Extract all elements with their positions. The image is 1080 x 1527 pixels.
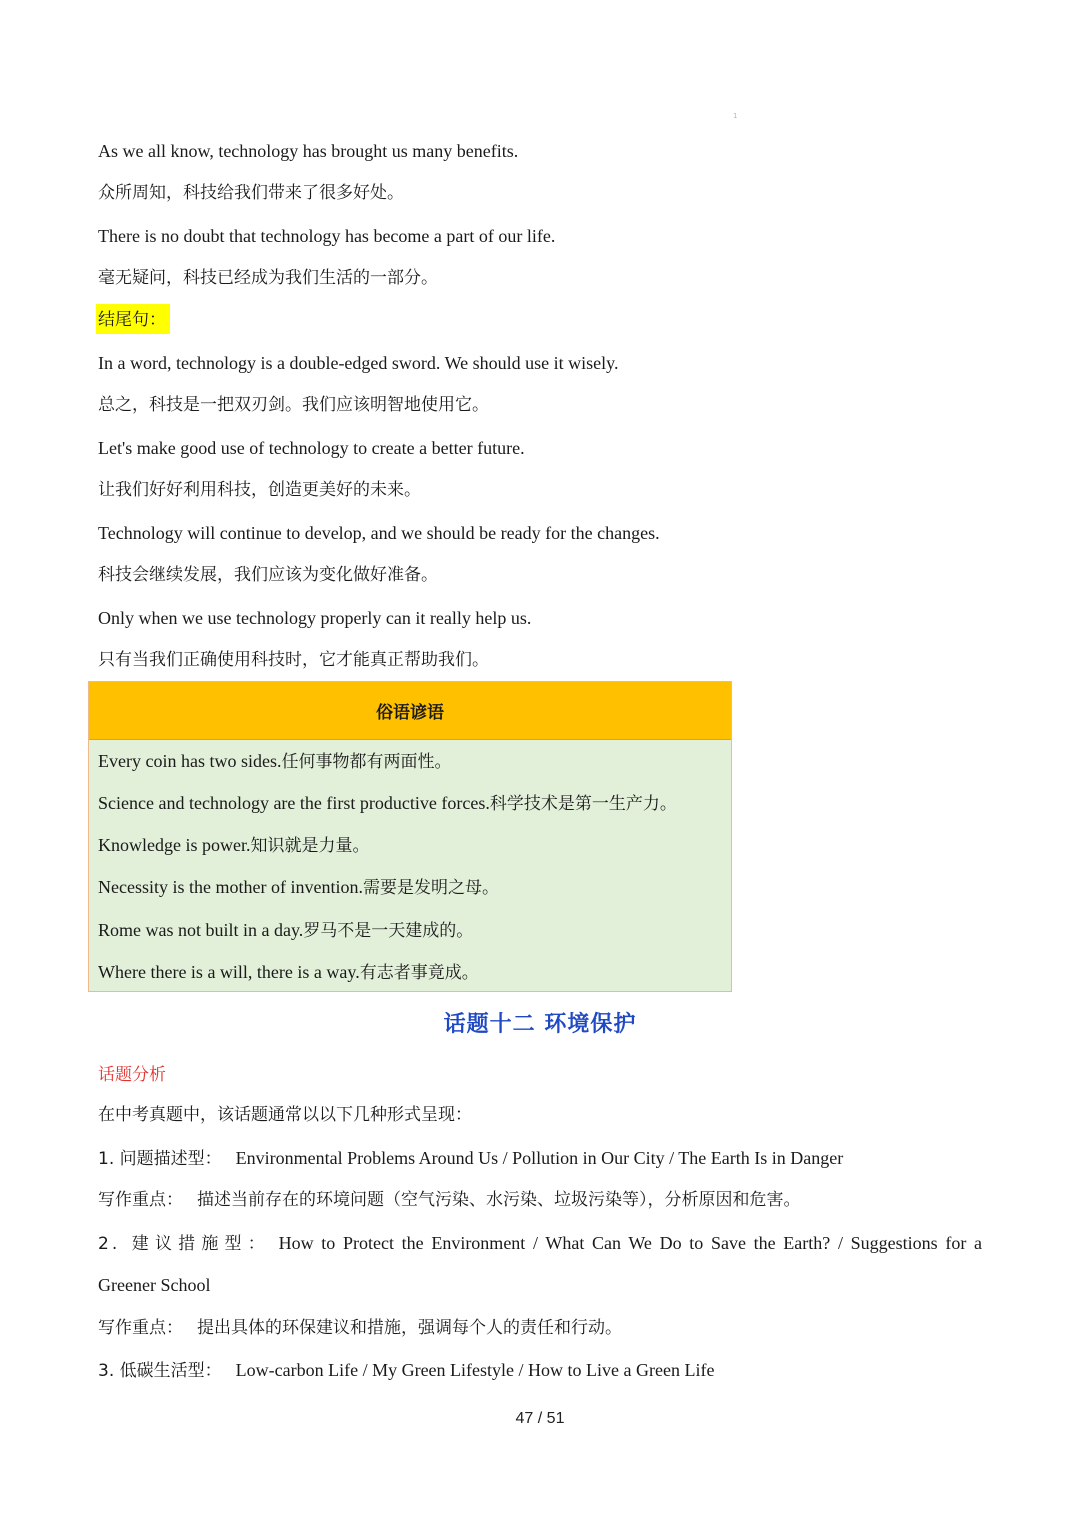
highlight-label: 结尾句：	[96, 304, 170, 334]
text-line: In a word, technology is a double-edged sword. We should use it wisely.	[98, 353, 619, 373]
type-line-cont: Greener School	[98, 1275, 211, 1295]
focus-line	[98, 1188, 801, 1212]
proverb-table	[88, 681, 732, 992]
text-line: 科技会继续发展，我们应该为变化做好准备。	[98, 565, 438, 585]
text-line: Technology will continue to develop, and we should be ready for the changes.	[98, 523, 660, 543]
proverb-row	[98, 791, 677, 816]
proverb-zh: 科学技术是第一生产力。	[489, 794, 677, 814]
section-label: 话题分析	[98, 1065, 166, 1085]
focus-text: 提出具体的环保建议和措施，强调每个人的责任和行动。	[197, 1318, 622, 1338]
text-line: 让我们好好利用科技，创造更美好的未来。	[98, 480, 421, 500]
text-line: There is no doubt that technology has become a part of our life.	[98, 226, 556, 246]
type-titles: Low-carbon Life / My Green Lifestyle / How to Live a Green Life	[235, 1360, 715, 1380]
proverb-zh: 需要是发明之母。	[362, 878, 499, 898]
proverb-en: Science and technology are the first productive forces.	[98, 793, 490, 813]
proverb-row	[98, 833, 369, 858]
focus-line	[98, 1316, 622, 1340]
header-mark: 1	[733, 112, 738, 120]
type-label: 2. 建议措施型：	[98, 1234, 271, 1254]
text-line: 毫无疑问，科技已经成为我们生活的一部分。	[98, 268, 438, 288]
proverb-row	[98, 749, 451, 774]
proverb-zh: 有志者事竟成。	[359, 963, 479, 983]
text-line: 众所周知，科技给我们带来了很多好处。	[98, 183, 404, 203]
type-label: 1. 问题描述型：	[98, 1149, 222, 1169]
type-line	[98, 1358, 714, 1383]
proverb-zh: 罗马不是一天建成的。	[303, 921, 474, 941]
proverb-en: Where there is a will, there is a way.	[98, 962, 360, 982]
text-line: Let's make good use of technology to create a better future.	[98, 438, 525, 458]
intro-line: 在中考真题中，该话题通常以以下几种形式呈现：	[98, 1105, 472, 1125]
focus-label: 写作重点：	[98, 1190, 183, 1210]
text-line: 总之，科技是一把双刃剑。我们应该明智地使用它。	[98, 395, 489, 415]
proverb-row	[98, 960, 479, 985]
focus-text: 描述当前存在的环境问题（空气污染、水污染、垃圾污染等），分析原因和危害。	[197, 1190, 801, 1210]
type-label: 3. 低碳生活型：	[98, 1361, 222, 1381]
text-line: As we all know, technology has brought us many benefits.	[98, 141, 519, 161]
text-line: 只有当我们正确使用科技时，它才能真正帮助我们。	[98, 650, 489, 670]
proverb-en: Necessity is the mother of invention.	[98, 877, 363, 897]
topic-title: 话题十二 环境保护	[443, 1012, 637, 1037]
proverb-row	[98, 875, 499, 900]
type-titles: How to Protect the Environment / What Can We Do to Save the Earth? / Suggestions for a	[278, 1233, 983, 1253]
proverb-row	[98, 918, 473, 943]
focus-label: 写作重点：	[98, 1318, 183, 1338]
page-number: 47 / 51	[515, 1410, 565, 1427]
type-line	[98, 1231, 982, 1256]
proverb-en: Every coin has two sides.	[98, 751, 282, 771]
proverb-zh: 知识就是力量。	[250, 836, 370, 856]
text-line: Only when we use technology properly can it really help us.	[98, 608, 532, 628]
closing-label	[98, 308, 170, 332]
proverb-zh: 任何事物都有两面性。	[281, 752, 452, 772]
proverb-en: Rome was not built in a day.	[98, 920, 304, 940]
type-titles: Environmental Problems Around Us / Pollution in Our City / The Earth Is in Danger	[235, 1148, 844, 1168]
type-line	[98, 1146, 843, 1171]
proverb-table-header: 俗语谚语	[89, 682, 731, 740]
proverb-en: Knowledge is power.	[98, 835, 251, 855]
